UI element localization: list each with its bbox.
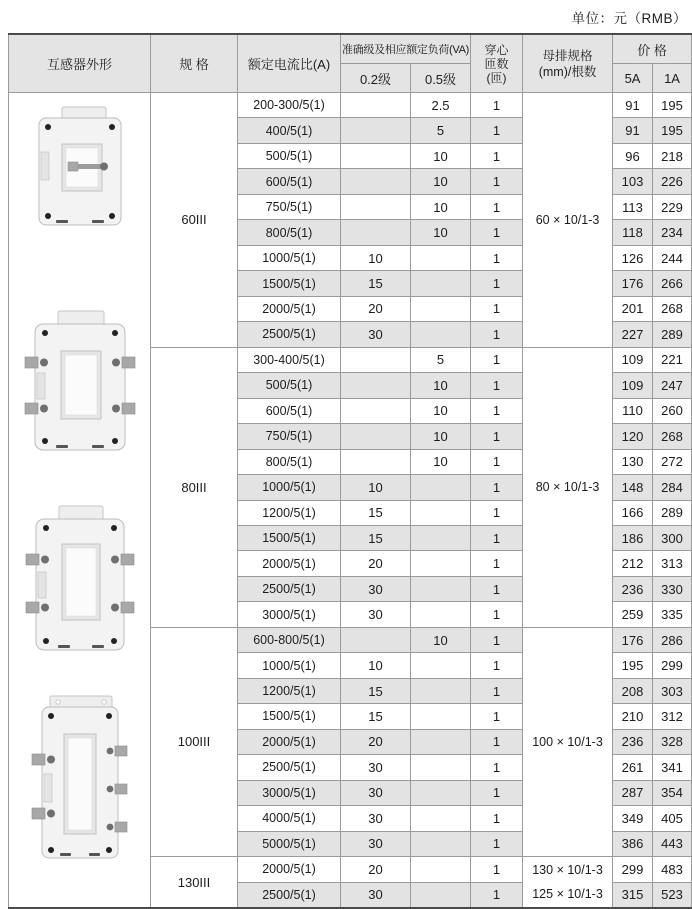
cell-class02: 10: [341, 653, 411, 678]
cell-turns: 1: [471, 627, 523, 652]
cell-class05: [411, 729, 471, 754]
cell-price-1a: 272: [653, 449, 692, 474]
cell-turns: 1: [471, 882, 523, 908]
cell-class02: 30: [341, 322, 411, 347]
cell-class05: [411, 831, 471, 856]
cell-ratio: 1000/5(1): [238, 475, 341, 500]
cell-price-5a: 103: [613, 169, 653, 194]
cell-class02: [341, 627, 411, 652]
cell-price-5a: 201: [613, 296, 653, 321]
cell-turns: 1: [471, 653, 523, 678]
header-busbar-line1: 母排规格: [542, 48, 593, 63]
cell-class05: [411, 678, 471, 703]
cell-price-1a: 483: [653, 857, 692, 882]
cell-class05: [411, 322, 471, 347]
cell-price-1a: 328: [653, 729, 692, 754]
header-ratio: 额定电流比(A): [238, 34, 341, 93]
cell-class02: 15: [341, 500, 411, 525]
cell-class02: [341, 424, 411, 449]
cell-price-1a: 195: [653, 93, 692, 118]
cell-ratio: 1200/5(1): [238, 678, 341, 703]
cell-class02: 20: [341, 551, 411, 576]
cell-price-1a: 335: [653, 602, 692, 627]
cell-price-1a: 289: [653, 322, 692, 347]
cell-price-5a: 91: [613, 93, 653, 118]
cell-ratio: 1000/5(1): [238, 653, 341, 678]
cell-class02: [341, 93, 411, 118]
cell-class02: 20: [341, 296, 411, 321]
cell-class02: 30: [341, 882, 411, 908]
cell-price-1a: 229: [653, 194, 692, 219]
cell-price-5a: 166: [613, 500, 653, 525]
cell-price-5a: 110: [613, 398, 653, 423]
cell-price-1a: 195: [653, 118, 692, 143]
cell-ratio: 4000/5(1): [238, 806, 341, 831]
cell-class05: [411, 755, 471, 780]
cell-turns: 1: [471, 729, 523, 754]
cell-class02: 30: [341, 602, 411, 627]
cell-turns: 1: [471, 322, 523, 347]
cell-turns: 1: [471, 525, 523, 550]
cell-price-5a: 118: [613, 220, 653, 245]
cell-ratio: 2500/5(1): [238, 755, 341, 780]
cell-class02: 15: [341, 704, 411, 729]
header-busbar-line2: (mm)/根数: [538, 64, 597, 79]
cell-price-1a: 289: [653, 500, 692, 525]
cell-ratio: 1500/5(1): [238, 525, 341, 550]
cell-ratio: 600-800/5(1): [238, 627, 341, 652]
cell-class05: [411, 500, 471, 525]
cell-busbar: 60 × 10/1-3: [523, 93, 613, 348]
cell-price-5a: 109: [613, 373, 653, 398]
cell-class02: 15: [341, 525, 411, 550]
cell-price-1a: 226: [653, 169, 692, 194]
cell-ratio: 1500/5(1): [238, 704, 341, 729]
cell-class05: 10: [411, 194, 471, 219]
header-price-1a: 1A: [653, 64, 692, 93]
cell-turns: 1: [471, 271, 523, 296]
cell-ratio: 2500/5(1): [238, 882, 341, 908]
cell-class02: 30: [341, 755, 411, 780]
cell-price-5a: 227: [613, 322, 653, 347]
cell-price-5a: 113: [613, 194, 653, 219]
cell-price-1a: 405: [653, 806, 692, 831]
cell-class02: 10: [341, 475, 411, 500]
cell-turns: 1: [471, 857, 523, 882]
cell-class02: 10: [341, 245, 411, 270]
cell-busbar: [523, 857, 613, 908]
busbar-line: 130 × 10/1-3: [532, 862, 603, 877]
cell-turns: 1: [471, 194, 523, 219]
header-turns: [471, 34, 523, 93]
cell-price-5a: 148: [613, 475, 653, 500]
cell-turns: 1: [471, 373, 523, 398]
header-appearance: 互感器外形: [9, 34, 151, 93]
cell-class02: 20: [341, 729, 411, 754]
header-busbar: [523, 34, 613, 93]
cell-price-1a: 247: [653, 373, 692, 398]
header-accuracy-group: 准确级及相应额定负荷(VA): [341, 34, 471, 64]
cell-price-5a: 349: [613, 806, 653, 831]
cell-price-5a: 261: [613, 755, 653, 780]
cell-ratio: 800/5(1): [238, 449, 341, 474]
cell-class02: 15: [341, 271, 411, 296]
cell-price-1a: 303: [653, 678, 692, 703]
cell-price-1a: 299: [653, 653, 692, 678]
cell-price-1a: 523: [653, 882, 692, 908]
cell-class02: [341, 143, 411, 168]
busbar-line: 125 × 10/1-3: [532, 887, 603, 902]
cell-turns: 1: [471, 704, 523, 729]
transformer-photo-130iii: [30, 692, 130, 867]
cell-ratio: 750/5(1): [238, 424, 341, 449]
cell-class02: [341, 194, 411, 219]
cell-turns: 1: [471, 449, 523, 474]
cell-class05: 5: [411, 118, 471, 143]
cell-ratio: 2500/5(1): [238, 576, 341, 601]
cell-ratio: 600/5(1): [238, 169, 341, 194]
cell-price-5a: 176: [613, 271, 653, 296]
cell-ratio: 5000/5(1): [238, 831, 341, 856]
cell-class05: 10: [411, 398, 471, 423]
cell-class05: [411, 602, 471, 627]
cell-class05: 10: [411, 373, 471, 398]
cell-price-1a: 221: [653, 347, 692, 372]
cell-ratio: 500/5(1): [238, 143, 341, 168]
cell-price-1a: 443: [653, 831, 692, 856]
photo-cell: [9, 93, 151, 909]
cell-turns: 1: [471, 602, 523, 627]
cell-price-5a: 208: [613, 678, 653, 703]
cell-class02: 30: [341, 831, 411, 856]
cell-ratio: 3000/5(1): [238, 780, 341, 805]
cell-class02: 15: [341, 678, 411, 703]
cell-busbar: 100 × 10/1-3: [523, 627, 613, 856]
cell-ratio: 500/5(1): [238, 373, 341, 398]
cell-class05: [411, 882, 471, 908]
header-turns-line3: (匝): [486, 70, 507, 85]
cell-class02: [341, 220, 411, 245]
cell-price-5a: 195: [613, 653, 653, 678]
cell-price-5a: 386: [613, 831, 653, 856]
header-turns-line1: 穿心: [484, 42, 509, 57]
cell-price-5a: 120: [613, 424, 653, 449]
cell-price-5a: 130: [613, 449, 653, 474]
cell-price-1a: 313: [653, 551, 692, 576]
cell-price-1a: 300: [653, 525, 692, 550]
cell-turns: 1: [471, 806, 523, 831]
cell-ratio: 2000/5(1): [238, 857, 341, 882]
cell-turns: 1: [471, 118, 523, 143]
cell-class02: [341, 373, 411, 398]
cell-turns: 1: [471, 831, 523, 856]
cell-class05: [411, 780, 471, 805]
cell-turns: 1: [471, 475, 523, 500]
cell-price-5a: 176: [613, 627, 653, 652]
cell-spec: 60III: [151, 93, 238, 348]
cell-class02: [341, 169, 411, 194]
cell-price-1a: 268: [653, 424, 692, 449]
cell-ratio: 400/5(1): [238, 118, 341, 143]
cell-ratio: 1500/5(1): [238, 271, 341, 296]
cell-price-5a: 299: [613, 857, 653, 882]
cell-ratio: 750/5(1): [238, 194, 341, 219]
cell-class05: [411, 576, 471, 601]
cell-price-1a: 354: [653, 780, 692, 805]
cell-class05: [411, 551, 471, 576]
cell-turns: 1: [471, 220, 523, 245]
cell-turns: 1: [471, 678, 523, 703]
transformer-photo-80iii: [24, 307, 136, 460]
cell-price-5a: 126: [613, 245, 653, 270]
cell-turns: 1: [471, 296, 523, 321]
cell-class05: [411, 296, 471, 321]
cell-price-5a: 210: [613, 704, 653, 729]
cell-turns: 1: [471, 245, 523, 270]
cell-price-1a: 218: [653, 143, 692, 168]
header-class-05: 0.5级: [411, 64, 471, 93]
cell-ratio: 2000/5(1): [238, 296, 341, 321]
cell-class05: [411, 475, 471, 500]
cell-class05: [411, 806, 471, 831]
cell-class02: 30: [341, 576, 411, 601]
cell-class05: 10: [411, 449, 471, 474]
cell-price-1a: 244: [653, 245, 692, 270]
cell-class05: [411, 271, 471, 296]
cell-class05: 10: [411, 424, 471, 449]
cell-ratio: 1000/5(1): [238, 245, 341, 270]
cell-ratio: 1200/5(1): [238, 500, 341, 525]
cell-price-1a: 260: [653, 398, 692, 423]
cell-class05: [411, 525, 471, 550]
cell-turns: 1: [471, 780, 523, 805]
cell-class05: [411, 653, 471, 678]
cell-turns: 1: [471, 755, 523, 780]
cell-price-1a: 284: [653, 475, 692, 500]
cell-class05: 10: [411, 220, 471, 245]
cell-price-5a: 287: [613, 780, 653, 805]
transformer-photo-100iii: [26, 502, 134, 660]
cell-class05: 10: [411, 143, 471, 168]
cell-price-5a: 212: [613, 551, 653, 576]
header-turns-line2: 匝数: [484, 56, 509, 71]
cell-class05: 10: [411, 627, 471, 652]
cell-turns: 1: [471, 500, 523, 525]
cell-class05: 10: [411, 169, 471, 194]
cell-spec: 80III: [151, 347, 238, 627]
cell-ratio: 800/5(1): [238, 220, 341, 245]
header-price-5a: 5A: [613, 64, 653, 93]
cell-price-5a: 96: [613, 143, 653, 168]
cell-class02: 30: [341, 780, 411, 805]
cell-turns: 1: [471, 551, 523, 576]
cell-price-1a: 286: [653, 627, 692, 652]
header-spec: 规 格: [151, 34, 238, 93]
cell-ratio: 300-400/5(1): [238, 347, 341, 372]
cell-price-1a: 266: [653, 271, 692, 296]
cell-class02: [341, 118, 411, 143]
price-table: [8, 33, 692, 909]
transformer-photo-60iii: [32, 104, 128, 235]
cell-class05: [411, 857, 471, 882]
cell-turns: 1: [471, 424, 523, 449]
cell-class02: 30: [341, 806, 411, 831]
cell-ratio: 200-300/5(1): [238, 93, 341, 118]
cell-price-5a: 109: [613, 347, 653, 372]
cell-class02: [341, 449, 411, 474]
cell-busbar: 80 × 10/1-3: [523, 347, 613, 627]
cell-class02: 20: [341, 857, 411, 882]
header-class-02: 0.2级: [341, 64, 411, 93]
cell-price-5a: 186: [613, 525, 653, 550]
cell-price-1a: 312: [653, 704, 692, 729]
cell-turns: 1: [471, 93, 523, 118]
cell-price-5a: 259: [613, 602, 653, 627]
cell-ratio: 2500/5(1): [238, 322, 341, 347]
cell-turns: 1: [471, 398, 523, 423]
cell-ratio: 3000/5(1): [238, 602, 341, 627]
cell-class02: [341, 347, 411, 372]
cell-class05: [411, 704, 471, 729]
cell-turns: 1: [471, 347, 523, 372]
cell-price-5a: 315: [613, 882, 653, 908]
cell-ratio: 2000/5(1): [238, 729, 341, 754]
cell-price-5a: 91: [613, 118, 653, 143]
cell-price-1a: 268: [653, 296, 692, 321]
cell-class05: [411, 245, 471, 270]
table-body: [9, 93, 692, 909]
cell-price-1a: 330: [653, 576, 692, 601]
unit-label: 单位：元（RMB）: [571, 11, 687, 26]
cell-price-5a: 236: [613, 729, 653, 754]
cell-turns: 1: [471, 143, 523, 168]
cell-class02: [341, 398, 411, 423]
cell-price-1a: 341: [653, 755, 692, 780]
cell-spec: 130III: [151, 857, 238, 908]
cell-turns: 1: [471, 576, 523, 601]
table-row: [9, 93, 692, 118]
table-header: [9, 34, 692, 93]
cell-ratio: 600/5(1): [238, 398, 341, 423]
cell-price-1a: 234: [653, 220, 692, 245]
cell-turns: 1: [471, 169, 523, 194]
cell-spec: 100III: [151, 627, 238, 856]
cell-class05: 2.5: [411, 93, 471, 118]
header-price-group: 价 格: [613, 34, 692, 64]
cell-ratio: 2000/5(1): [238, 551, 341, 576]
cell-class05: 5: [411, 347, 471, 372]
cell-price-5a: 236: [613, 576, 653, 601]
